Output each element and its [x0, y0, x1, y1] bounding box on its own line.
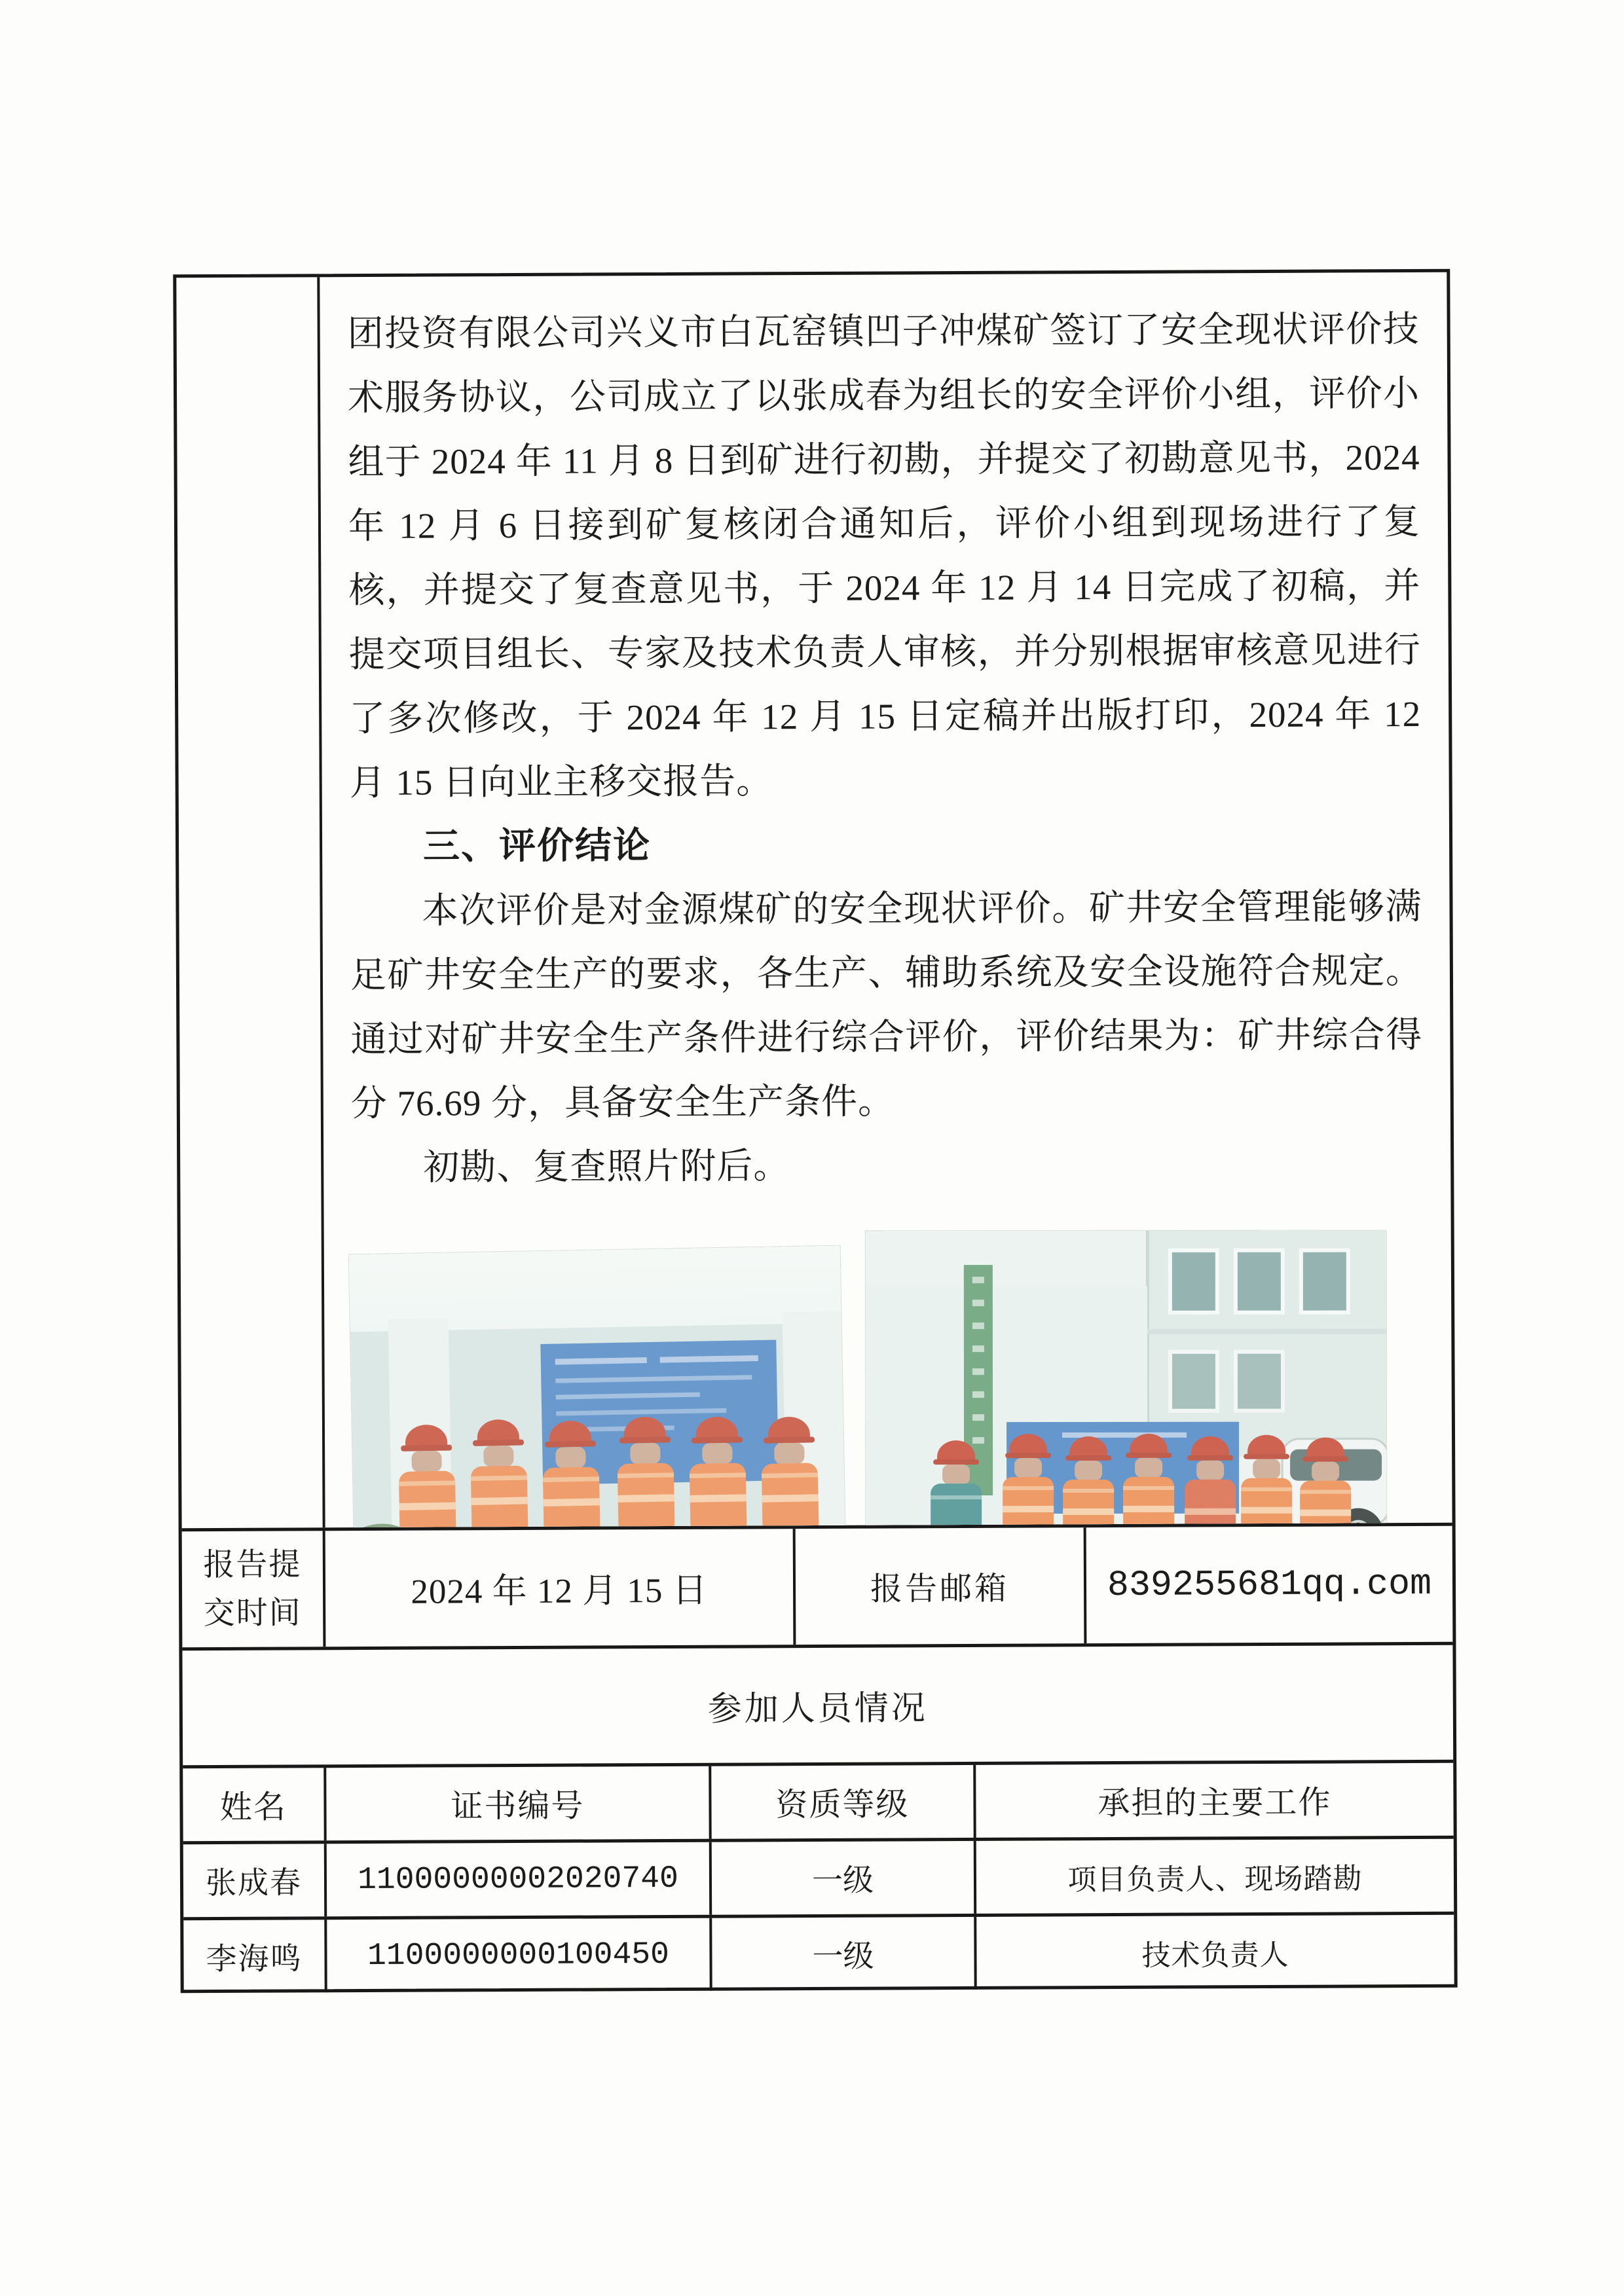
photo2-haze-overlay	[866, 1231, 1387, 1528]
initial-survey-photo	[349, 1246, 847, 1528]
submission-time-label-cell	[182, 1531, 323, 1647]
body-paragraph-2: 本次评价是对金源煤矿的安全现状评价。矿井安全管理能够满足矿井安全生产的要求，各生产、辅助系统及安全设施符合规定。通过对矿井安全生产条件进行综合评价，评价结果为：矿井综合得分 76.69 分，具备安全生产条件。	[350, 886, 1423, 1124]
content-row	[176, 272, 1452, 1528]
photo-strip	[352, 1230, 1426, 1527]
person-level: 一级	[709, 1917, 974, 1991]
person-certificate: 11000000002020740	[324, 1842, 709, 1917]
person-work: 技术负责人	[974, 1915, 1454, 1990]
header-qualification: 资质等级	[709, 1765, 973, 1839]
section-heading: 三、评价结论	[422, 826, 652, 867]
review-photo-graphic	[866, 1231, 1387, 1528]
person-level: 一级	[709, 1841, 974, 1915]
report-table	[173, 269, 1457, 1993]
personnel-header-row	[183, 1760, 1453, 1841]
personnel-row-1	[183, 1836, 1454, 1917]
body-paragraph-3: 初勘、复查照片附后。	[423, 1146, 790, 1188]
person-work: 项目负责人、现场踏勘	[974, 1839, 1454, 1914]
report-email-value-cell: 839255681qq.com	[1084, 1526, 1453, 1643]
initial-survey-photo-graphic	[349, 1246, 847, 1528]
review-photo	[866, 1231, 1387, 1528]
submission-date-cell: 2024 年 12 月 15 日	[323, 1529, 794, 1647]
header-certificate: 证书编号	[323, 1766, 709, 1841]
submission-label-line2: 交时间	[203, 1595, 302, 1631]
person-name: 张成春	[205, 1866, 303, 1901]
person-certificate: 1100000000100450	[324, 1918, 709, 1993]
header-name: 姓名	[219, 1789, 287, 1825]
participants-section-title: 参加人员情况	[707, 1690, 928, 1728]
submission-row	[182, 1523, 1453, 1647]
photo1-haze-overlay	[349, 1246, 847, 1528]
submission-label-line1: 报告提	[203, 1546, 302, 1582]
report-email-label-cell: 报告邮箱	[793, 1527, 1084, 1645]
main-content-cell	[317, 272, 1452, 1528]
participants-section-row	[182, 1642, 1453, 1765]
body-paragraph-1: 团投资有限公司兴义市白瓦窑镇凹子冲煤矿签订了安全现状评价技术服务协议，公司成立了以张成春为组长的安全评价小组，评价小组于 2024 年 11 月 8 日到矿进行初勘，并提交了初勘意见书，2024 年 12 月 6 日接到矿复核闭合通知后，评价小组到现场进行了复核，并提交了复查意见书，于 2024 年 12 月 14 日完成了初稿，并提交项目组长、专家及技术负责人审核，并分别根据审核意见进行了多次修改，于 2024 年 12 月 15 日定稿并出版打印，2024 年 12 月 15 日向业主移交报告。	[347, 308, 1422, 803]
person-name: 李海鸣	[206, 1942, 303, 1977]
header-main-work: 承担的主要工作	[973, 1763, 1453, 1838]
left-spacer-cell	[176, 277, 322, 1528]
personnel-row-2	[183, 1912, 1454, 1993]
